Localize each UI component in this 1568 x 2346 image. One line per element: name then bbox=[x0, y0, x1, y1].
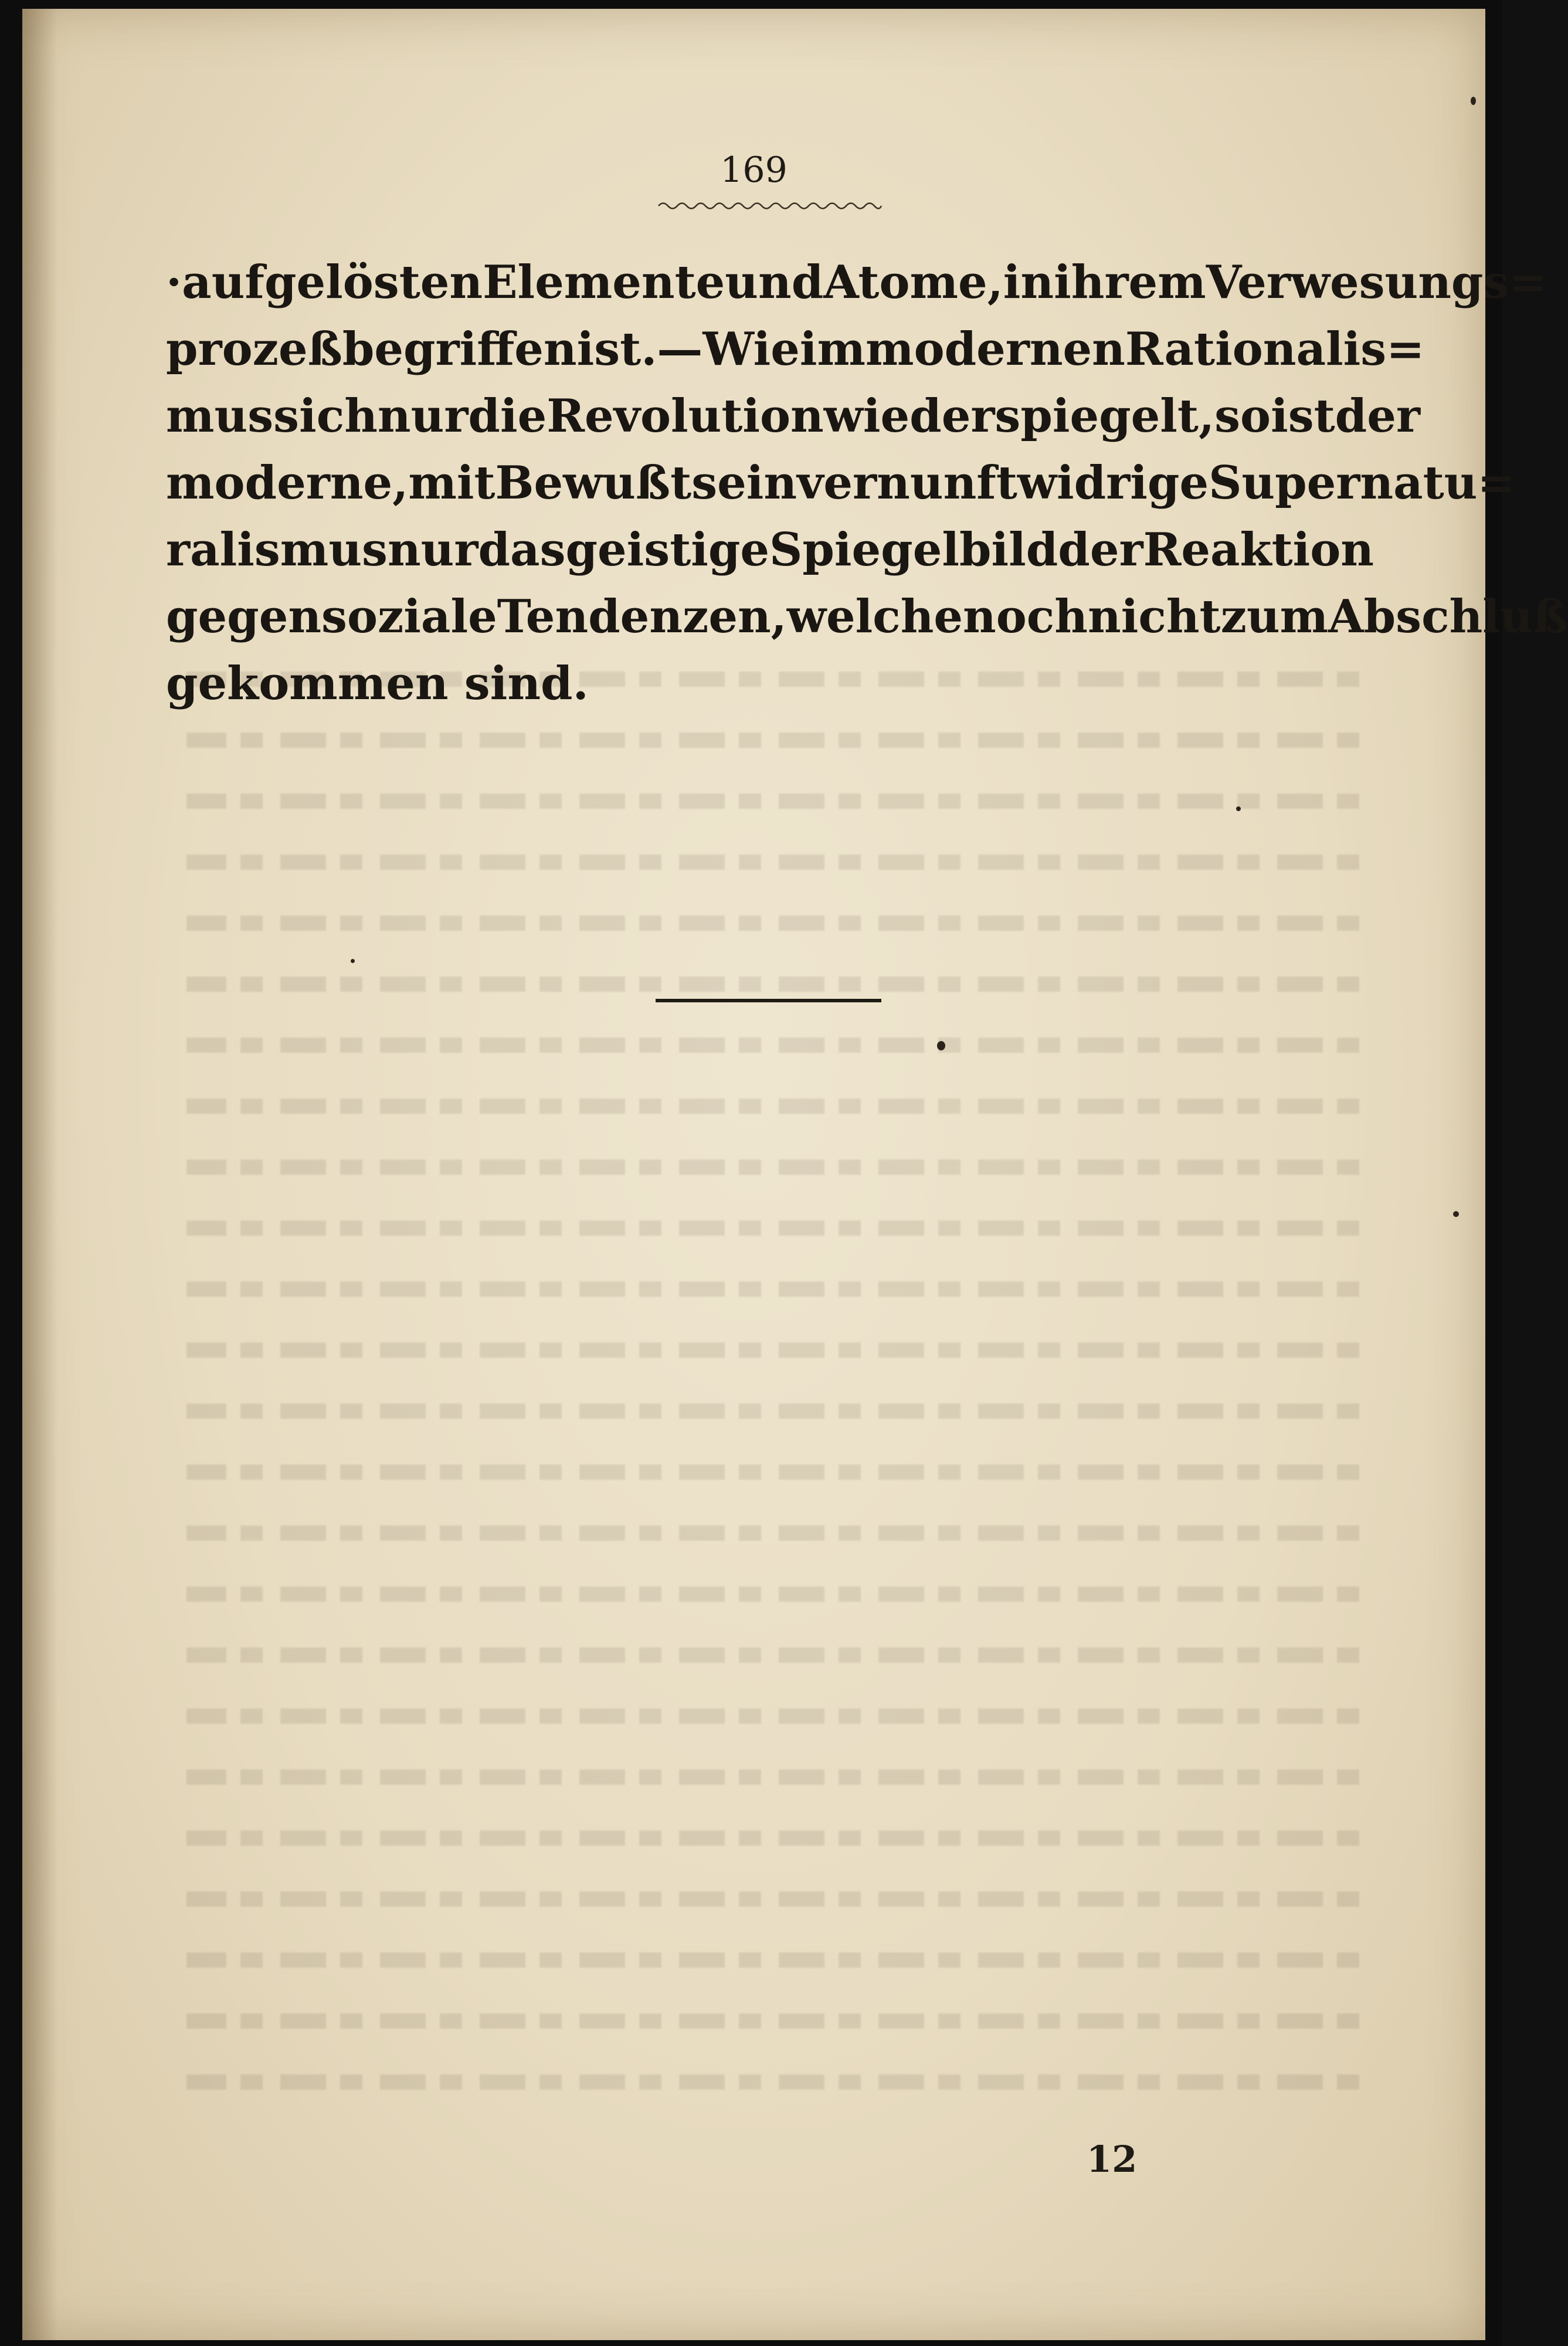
word: Verwesungs= bbox=[1206, 256, 1547, 309]
word: sich bbox=[273, 389, 378, 443]
word: Atome, bbox=[823, 256, 1003, 309]
word: und bbox=[725, 256, 824, 309]
word: prozeß bbox=[166, 323, 342, 376]
header-ornament bbox=[659, 199, 881, 212]
page-number: 169 bbox=[720, 150, 788, 191]
paper-speck bbox=[937, 1041, 945, 1050]
word: soziale bbox=[321, 590, 497, 643]
word: ist. bbox=[576, 323, 657, 376]
word: mus bbox=[166, 389, 274, 443]
text-line bbox=[166, 517, 1374, 584]
text-line bbox=[166, 584, 1568, 650]
word: welche bbox=[786, 590, 963, 643]
section-divider bbox=[656, 999, 881, 1002]
word: Revolution bbox=[547, 389, 824, 443]
word: geistige bbox=[565, 523, 770, 577]
word: das bbox=[478, 523, 566, 577]
word: Wie bbox=[702, 323, 800, 376]
word: mit bbox=[408, 456, 495, 510]
word: noch bbox=[963, 590, 1088, 643]
word: Reaktion bbox=[1143, 523, 1374, 577]
word: ihrem bbox=[1054, 256, 1206, 309]
word: Elemente bbox=[483, 256, 725, 309]
word: vernunftwidrige bbox=[797, 456, 1209, 510]
word: die bbox=[468, 389, 547, 443]
word: Tendenzen, bbox=[497, 590, 787, 643]
word: Abschluß bbox=[1328, 590, 1568, 643]
word: ralismus bbox=[166, 523, 388, 577]
word: der bbox=[1058, 523, 1143, 577]
text-line bbox=[166, 249, 1547, 316]
paper-speck bbox=[1453, 1211, 1459, 1217]
text-line: gekommen sind. bbox=[166, 657, 589, 710]
word: der bbox=[1335, 389, 1420, 443]
word: nicht bbox=[1088, 590, 1221, 643]
paper-speck bbox=[1471, 97, 1476, 105]
word: gegen bbox=[166, 590, 322, 643]
word: im bbox=[799, 323, 866, 376]
text-line bbox=[166, 450, 1516, 517]
signature-mark: 12 bbox=[1087, 2138, 1138, 2181]
word: nur bbox=[387, 523, 478, 577]
text-line bbox=[166, 316, 1425, 383]
paper-speck bbox=[1236, 806, 1241, 811]
word: Spiegelbild bbox=[769, 523, 1058, 577]
word: so bbox=[1214, 389, 1271, 443]
word: Rationalis= bbox=[1125, 323, 1425, 376]
text-line bbox=[166, 383, 1420, 450]
spine-shadow bbox=[22, 9, 57, 2340]
word: modernen bbox=[866, 323, 1125, 376]
word: begriffen bbox=[342, 323, 577, 376]
body-text bbox=[166, 249, 1568, 717]
book-page bbox=[22, 9, 1568, 2340]
word: wiederspiegelt, bbox=[823, 389, 1215, 443]
word: in bbox=[1003, 256, 1054, 309]
bleed-through-text bbox=[186, 672, 1359, 2173]
word: Bewußtsein bbox=[495, 456, 797, 510]
word: — bbox=[657, 323, 703, 376]
word: zum bbox=[1220, 590, 1329, 643]
word: ist bbox=[1271, 389, 1335, 443]
word: moderne, bbox=[166, 456, 409, 510]
paper-speck bbox=[351, 959, 355, 963]
word: nur bbox=[377, 389, 469, 443]
word: Supernatu= bbox=[1209, 456, 1516, 510]
word: ·aufgelösten bbox=[166, 256, 483, 309]
